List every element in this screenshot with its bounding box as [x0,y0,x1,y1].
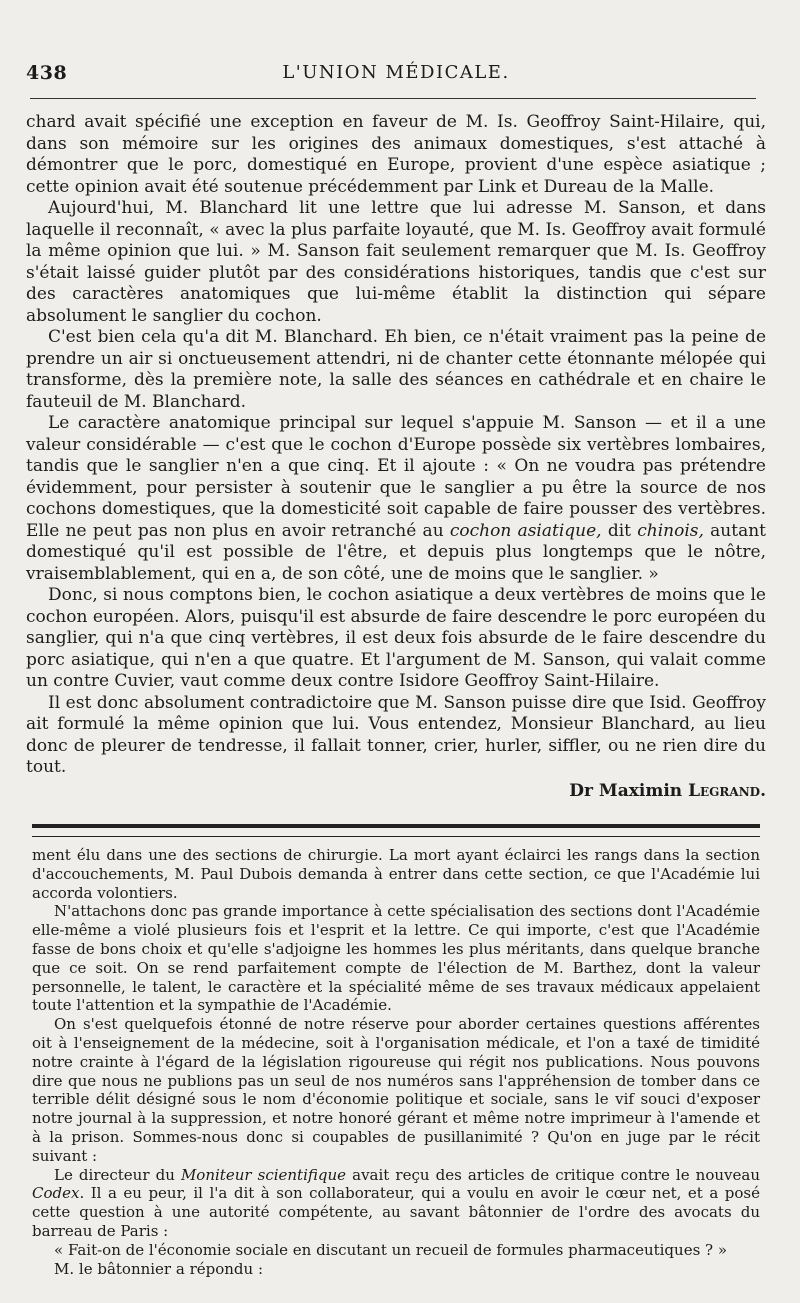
paragraph: chard avait spécifié une exception en faveur de M. Is. Geoffroy Saint-Hilaire, qui, dans son mémoire sur les origines des animaux domestiques, s'est attaché à démontrer que le porc, domestiqué en Europe, provient d'une espèce asiatique ; cette opinion avait été soutenue précédemment par Link et Dureau de la Malle. [26,112,766,197]
paragraph: M. le bâtonnier a répondu : [54,1259,264,1278]
paragraph: On s'est quelquefois étonné de notre réserve pour aborder certaines questions afférentes oit à l'enseignement de la médecine, soit à l'organisation médicale, et l'on a taxé de timidité notre crainte à l'égard de la législation rigoureuse qui régit nos publications. Nous pouvons dire que nous ne publions pas un seul de nos numéros sans l'appréhension de tomber dans ce terrible délit désigné sous le nom d'économie politique et sociale, sans le vif souci d'exposer notre journal à la suppression, et notre honoré gérant et même notre imprimeur à l'amende et à la prison. Sommes-nous donc si coupables de pusillanimité ? Qu'on en juge par le récit suivant : [32,1015,760,1165]
paragraph: Aujourd'hui, M. Blanchard lit une lettre que lui adresse M. Sanson, et dans laquelle il reconnaît, « avec la plus parfaite loyauté, que M. Is. Geoffroy avait formulé la même opinion que lui. » M. Sanson fait seulement remarquer que M. Is. Geoffroy s'était laissé guider plutôt par des considérations historiques, tandis que c'est sur des caractères anatomiques que lui-même établit la distinction qui sépare absolument le sanglier du cochon. [26,198,766,326]
text-run: autant domestiqué qu'il est possible de l'être, et depuis plus longtemps que le nôtre, vraisemblablement, qui en a, de son côté, une de moins que le sanglier. » [26,520,766,584]
italic-term: cochon asiatique, [449,520,602,541]
paragraph: « Fait-on de l'économie sociale en discutant un recueil de formules pharmaceutiques ? » [54,1240,728,1259]
text-run: Le caractère anatomique principal sur lequel s'appuie M. Sanson — et il a une valeur considérable — c'est que le cochon d'Europe possède six vertèbres lombaires, tandis que le sanglier n'en a que cinq. Et il ajoute : « On ne voudra pas prétendre évidemment, pour persister à soutenir que le sanglier a pu être la source de nos cochons domestiques, que la domesticité soit capable de faire pousser des vertèbres. Elle ne peut pas non plus en avoir retranché au [26,413,766,541]
text-run: Le directeur du [54,1165,181,1184]
italic-term: Codex [32,1184,80,1203]
italic-term: Moniteur scientifique [180,1165,347,1184]
page-number: 438 [26,62,68,84]
signature-prefix: Dr Maximin [569,780,689,801]
paragraph [26,413,766,585]
paragraph: Donc, si nous comptons bien, le cochon asiatique a deux vertèbres de moins que le cochon européen. Alors, puisqu'il est absurde de faire descendre le porc européen du sanglier, qui n'a que cinq vertèbres, il est deux fois absurde de le faire descendre du porc asiatique, qui n'en a que quatre. Et l'argument de M. Sanson, qui valait comme un contre Cuvier, vaut comme deux contre Isidore Geoffroy Saint-Hilaire. [26,585,766,691]
paragraph: ment élu dans une des sections de chirurgie. La mort ayant éclairci les rangs dans la section d'accouchements, M. Paul Dubois demanda à entrer dans cette section, ce que l'Académie lui accorda volontiers. [32,846,760,902]
paragraph: N'attachons donc pas grande importance à cette spécialisation des sections dont l'Académie elle-même a violé plusieurs fois et l'esprit et la lettre. Ce qui importe, c'est que l'Académie fasse de bons choix et qu'elle s'adjoigne les hommes les plus méritants, dans quelque branche que ce soit. On se rend parfaitement compte de l'élection de M. Barthez, dont la valeur personnelle, le talent, le caractère et la spécialité même de ses travaux médicaux appelaient toute l'attention et la sympathie de l'Académie. [32,902,760,1015]
italic-term: chinois, [637,520,704,541]
paragraph: C'est bien cela qu'a dit M. Blanchard. Eh bien, ce n'était vraiment pas la peine de prendre un air si onctueusement attendri, ni de chanter cette étonnante mélopée qui transforme, dès la première note, la salle des séances en cathédrale et en chaire le fauteuil de M. Blanchard. [26,327,766,412]
signature-surname: Legrand. [688,780,766,801]
text-run: avait reçu des articles de critique contre le nouveau [346,1165,760,1184]
paragraph [32,1166,760,1241]
feuilleton-column [32,846,760,1278]
page-header [26,60,766,90]
author-signature [26,781,766,803]
header-rule [30,98,756,99]
text-run: . Il a eu peur, il l'a dit à son collaborateur, qui a voulu en avoir le cœur net, et a posé cette question à une autorité compétente, au savant bâtonnier de l'ordre des avocats du barreau de Paris : [32,1184,760,1240]
main-article [26,112,766,802]
text-run: dit [601,520,638,541]
paragraph: Il est donc absolument contradictoire que M. Sanson puisse dire que Isid. Geoffroy ait formulé la même opinion que lui. Vous entendez, Monsieur Blanchard, au lieu donc de pleurer de tendresse, il fallait tonner, crier, hurler, siffler, ou ne rien dire du tout. [26,692,766,777]
running-title: L'UNION MÉDICALE. [282,62,510,83]
feuilleton-separator [32,824,760,837]
